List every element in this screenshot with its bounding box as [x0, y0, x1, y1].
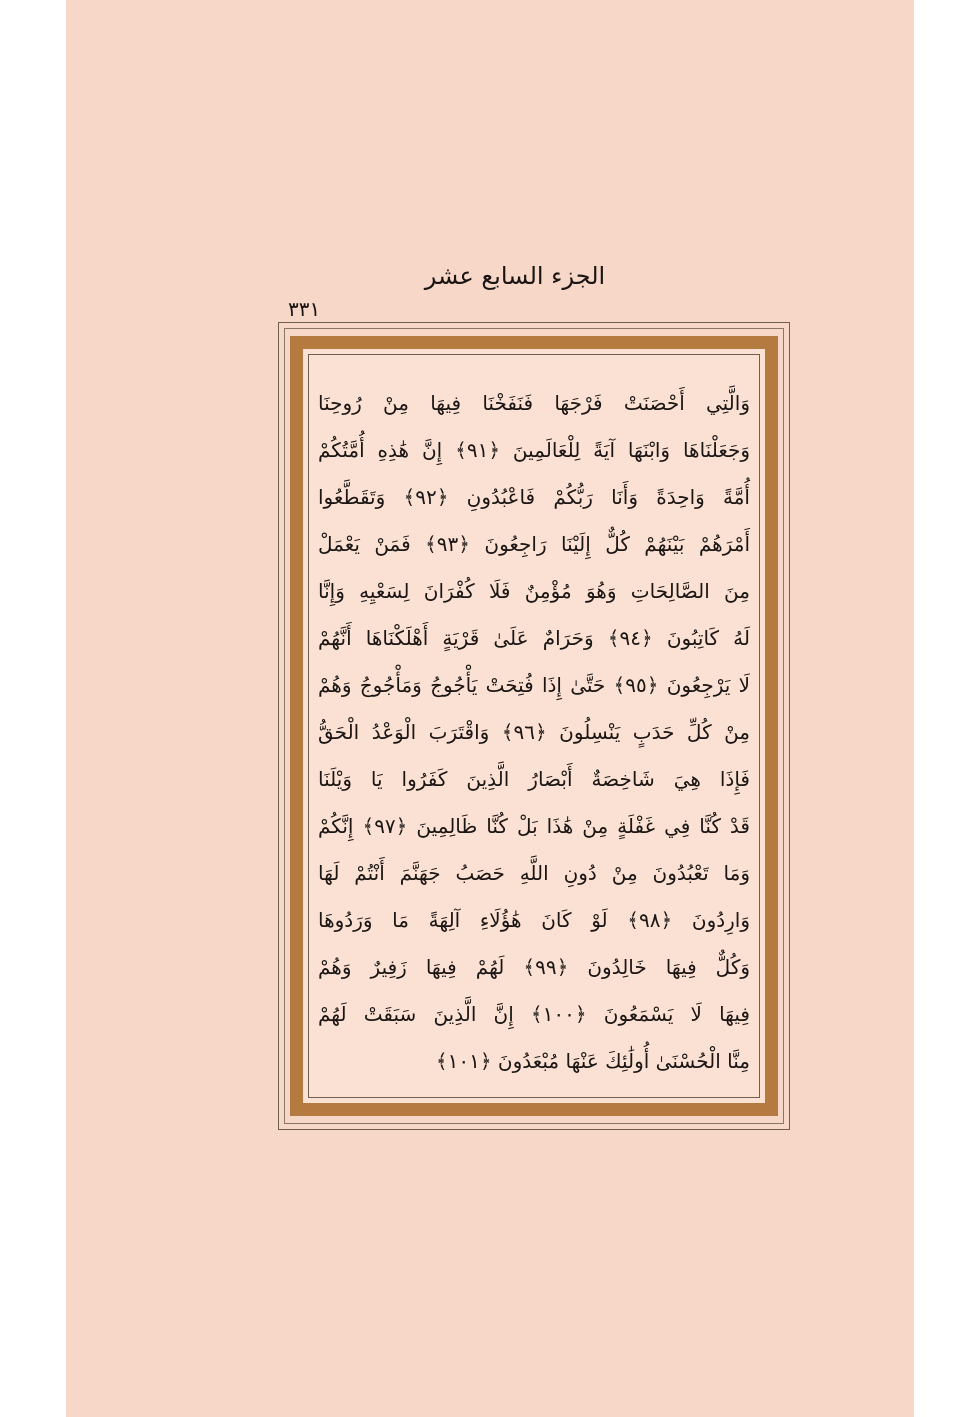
verse-line: مِنْ كُلِّ حَدَبٍ يَنْسِلُونَ ﴿٩٦﴾ وَاقْتَرَبَ الْوَعْدُ الْحَقُّ [318, 720, 751, 744]
verse-line: أَمْرَهُمْ بَيْنَهُمْ كُلٌّ إِلَيْنَا رَاجِعُونَ ﴿٩٣﴾ فَمَنْ يَعْمَلْ [318, 532, 750, 556]
verse-line: وَالَّتِي أَحْصَنَتْ فَرْجَهَا فَنَفَخْنَا فِيهَا مِنْ رُوحِنَا [318, 391, 750, 415]
verse-line: فَإِذَا هِيَ شَاخِصَةٌ أَبْصَارُ الَّذِينَ كَفَرُوا يَا وَيْلَنَا [318, 767, 750, 791]
verse-line: مِنَ الصَّالِحَاتِ وَهُوَ مُؤْمِنٌ فَلَا كُفْرَانَ لِسَعْيِهِ وَإِنَّا [318, 579, 750, 603]
right-margin-strip [914, 0, 974, 1417]
verse-line: لَهُ كَاتِبُونَ ﴿٩٤﴾ وَحَرَامٌ عَلَىٰ قَرْيَةٍ أَهْلَكْنَاهَا أَنَّهُمْ [318, 626, 750, 650]
verse-line: مِنَّا الْحُسْنَىٰ أُولَٰئِكَ عَنْهَا مُبْعَدُونَ ﴿١٠١﴾ [435, 1049, 750, 1073]
verse-line: وَمَا تَعْبُدُونَ مِنْ دُونِ اللَّهِ حَصَبُ جَهَنَّمَ أَنْتُمْ لَهَا [318, 861, 750, 885]
juz-title: الجزء السابع عشر [424, 262, 606, 290]
verse-line: لَا يَرْجِعُونَ ﴿٩٥﴾ حَتَّىٰ إِذَا فُتِحَتْ يَأْجُوجُ وَمَأْجُوجُ وَهُمْ [318, 673, 750, 697]
verse-line: وَارِدُونَ ﴿٩٨﴾ لَوْ كَانَ هَٰؤُلَاءِ آلِهَةً مَا وَرَدُوهَا [318, 908, 751, 932]
verse-line: أُمَّةً وَاحِدَةً وَأَنَا رَبُّكُمْ فَاعْبُدُونِ ﴿٩٢﴾ وَتَقَطَّعُوا [318, 485, 750, 509]
verse-line: وَكُلٌّ فِيهَا خَالِدُونَ ﴿٩٩﴾ لَهُمْ فِيهَا زَفِيرٌ وَهُمْ [318, 955, 751, 979]
verse-line: وَجَعَلْنَاهَا وَابْنَهَا آيَةً لِلْعَالَمِينَ ﴿٩١﴾ إِنَّ هَٰذِهِ أُمَّتُكُمْ [318, 438, 751, 462]
page-number: ٣٣١ [288, 297, 321, 321]
verse-line: فِيهَا لَا يَسْمَعُونَ ﴿١٠٠﴾ إِنَّ الَّذِينَ سَبَقَتْ لَهُمْ [318, 1002, 750, 1026]
left-margin-strip [0, 0, 66, 1417]
verse-text-block [318, 376, 750, 1080]
verse-line: قَدْ كُنَّا فِي غَفْلَةٍ مِنْ هَٰذَا بَلْ كُنَّا ظَالِمِينَ ﴿٩٧﴾ إِنَّكُمْ [318, 814, 750, 838]
